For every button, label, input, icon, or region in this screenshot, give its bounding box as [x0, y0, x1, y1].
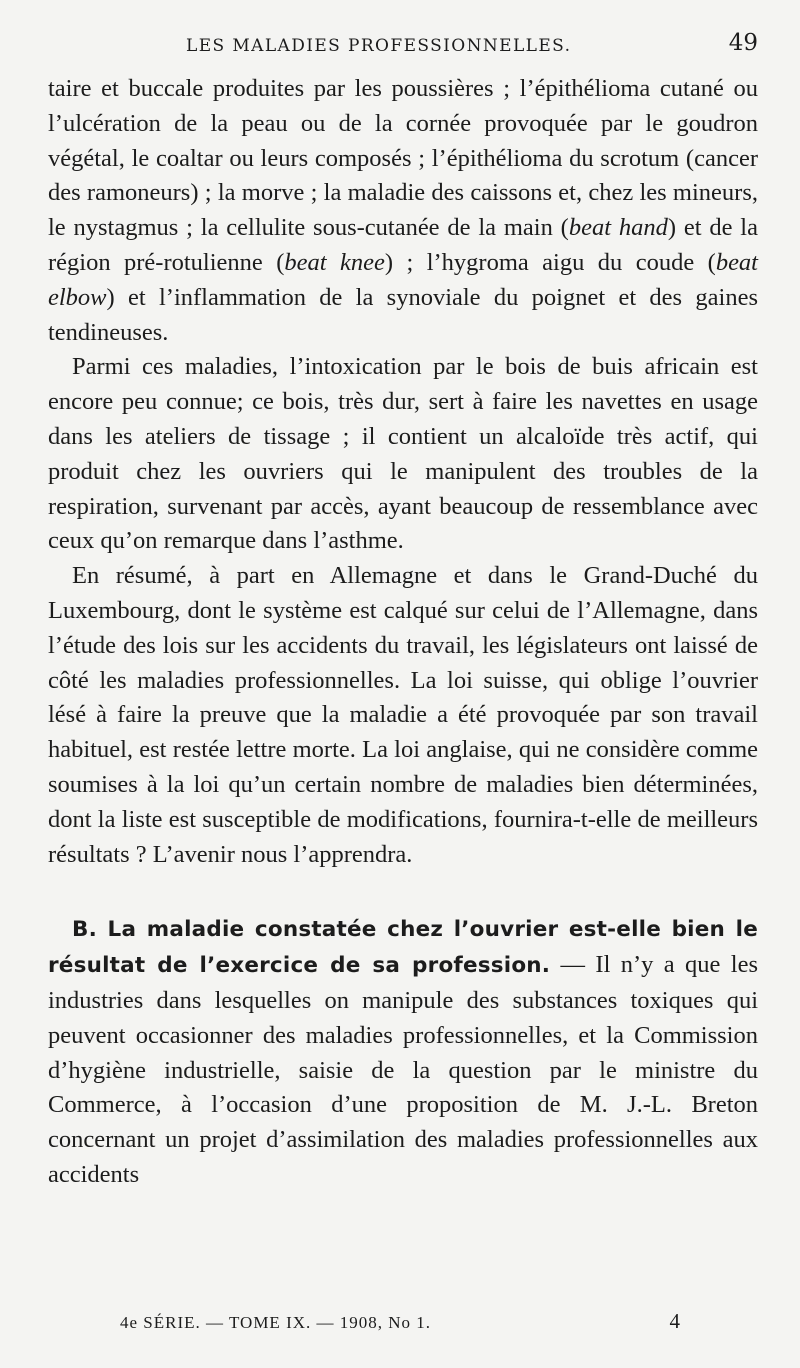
paragraph-african-boxwood: Parmi ces maladies, l’intoxication par le bois de buis africain est encore peu connue; ce bois, très dur, sert à faire les navettes en usage dans les ateliers de tissage ; il contient un alcaloïde très actif, qui produit chez les ouvriers qui le manipulent des troubles de la respiration, survenant par accès, ayant beaucoup de ressemblance avec ceux qu’on remarque dans l’asthme.: [48, 353, 758, 555]
paragraph-text: ) et l’inflammation de la synoviale du poignet et des gaines tendineuses.: [48, 283, 758, 346]
section-gap: [48, 872, 758, 912]
paragraph-text: ) et de la région pré-rotulienne (: [48, 214, 758, 276]
paragraph-occupational-diseases-list: [48, 72, 758, 350]
paragraph-text: ) ; l’hygroma aigu du coude (: [384, 248, 716, 276]
italic-term: beat elbow: [48, 248, 758, 311]
body-text: [48, 72, 758, 1193]
page-number: 49: [728, 30, 758, 56]
heading-dash: —: [550, 951, 596, 979]
section-heading: B. La maladie constatée chez l’ouvrier est-elle bien le résultat de l’exercice de sa profession.: [48, 917, 758, 979]
paragraph-text: taire et buccale produites par les poussières ; l’épithélioma cutané ou l’ulcération de la peau ou de la cornée provoquée par le goudron végétal, le coaltar ou leurs composés ; l’épithélioma du scrotum (cancer des ramoneurs) ; la morve ; la maladie des caissons et, chez les mineurs, le nystagmus ; la cellulite sous-cutanée de la main (: [48, 75, 758, 242]
running-header: [48, 30, 758, 64]
paragraph-summary: En résumé, à part en Allemagne et dans le Grand-Duché du Luxembourg, dont le système est calqué sur celui de l’Allemagne, dans l’étude des lois sur les accidents du travail, les législateurs ont laissé de côté les maladies professionnelles. La loi suisse, qui oblige l’ouvrier lésé à faire la preuve que la maladie a été provoquée par son travail habituel, est restée lettre morte. La loi anglaise, qui ne considère comme soumises à la loi qu’un certain nombre de maladies bien déterminées, dont la liste est susceptible de modifications, fournira-t-elle de meilleurs résultats ? L’avenir nous l’apprendra.: [48, 562, 758, 868]
paragraph-text: Il n’y a que les industries dans lesquelles on manipule des substances toxiques qui peuvent occasionner des maladies professionnelles, et la Commission d’hygiène industrielle, saisie de la question par le ministre du Commerce, à l’occasion d’une proposition de M. J.-L. Breton concernant un projet d’assimilation des maladies professionnelles aux accidents: [48, 951, 759, 1188]
page-footer: [120, 1309, 680, 1339]
footer-sheet-number: 4: [669, 1309, 680, 1333]
running-title: LES MALADIES PROFESSIONNELLES.: [186, 36, 572, 56]
paragraph-section-b: [48, 912, 758, 1192]
italic-term: beat knee: [284, 248, 385, 276]
italic-term: beat hand: [568, 214, 668, 242]
footer-series-info: 4e SÉRIE. — TOME IX. — 1908, No 1.: [120, 1313, 432, 1332]
